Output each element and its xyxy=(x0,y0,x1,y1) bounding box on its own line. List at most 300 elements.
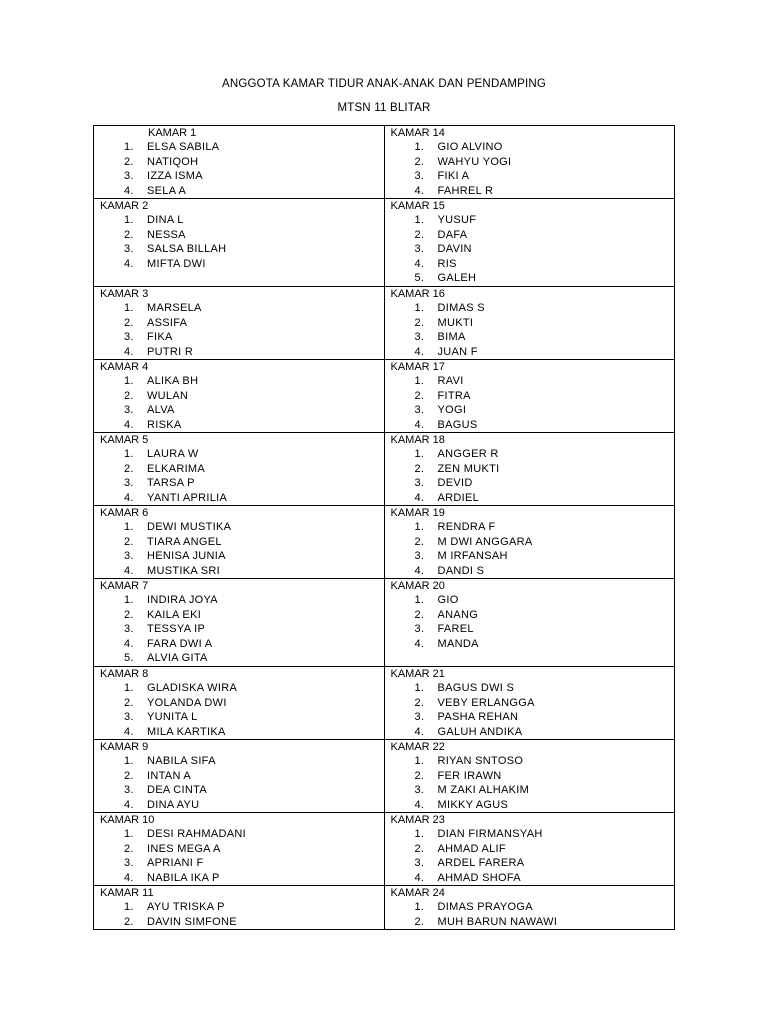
room-cell xyxy=(384,433,675,506)
list-number: 4. xyxy=(124,257,134,270)
room-cell xyxy=(384,579,675,667)
room-cell xyxy=(94,433,385,506)
member-list xyxy=(385,827,675,885)
member-name: DEA CINTA xyxy=(147,784,207,796)
list-item xyxy=(94,213,384,228)
room-name: KAMAR 5 xyxy=(100,434,149,446)
member-name: SALSA BILLAH xyxy=(147,243,227,255)
list-number: 4. xyxy=(124,418,134,431)
member-name: DANDI S xyxy=(437,564,485,577)
member-name: YUNITA L xyxy=(147,711,198,723)
list-item xyxy=(94,403,384,418)
list-item xyxy=(94,915,384,930)
room-cell xyxy=(94,506,385,579)
member-name: GALUH ANDIKA xyxy=(437,725,523,738)
list-number: 1. xyxy=(414,828,425,840)
list-number: 2. xyxy=(414,842,425,855)
member-name: ANGGER R xyxy=(437,448,499,460)
member-name: INDIRA JOYA xyxy=(147,594,218,606)
member-name: VEBY ERLANGGA xyxy=(437,696,535,709)
member-name: TIARA ANGEL xyxy=(147,535,222,548)
member-name: MIKKY AGUS xyxy=(437,798,509,811)
member-name: BAGUS xyxy=(437,418,478,431)
member-name: DIMAS PRAYOGA xyxy=(437,901,533,913)
room-cell xyxy=(384,126,675,199)
list-number: 4. xyxy=(124,637,134,650)
member-name: ALIKA BH xyxy=(147,375,199,387)
list-number: 1. xyxy=(414,594,425,606)
room-name: KAMAR 23 xyxy=(390,814,445,826)
list-number: 2. xyxy=(124,316,134,329)
list-item xyxy=(94,389,384,404)
member-name: YUSUF xyxy=(437,214,477,226)
member-name: MANDA xyxy=(437,637,479,650)
room-name: KAMAR 6 xyxy=(100,507,149,519)
member-name: NATIQOH xyxy=(147,155,199,168)
list-item xyxy=(94,520,384,535)
room-cell xyxy=(384,287,675,360)
member-name: BIMA xyxy=(437,331,466,343)
list-item xyxy=(385,403,675,418)
list-number: 2. xyxy=(124,915,134,928)
member-name: M ZAKI ALHAKIM xyxy=(437,784,530,796)
list-number: 2. xyxy=(414,389,425,402)
list-number: 1. xyxy=(124,375,134,387)
member-name: WULAN xyxy=(147,389,189,402)
member-name: GLADISKA WIRA xyxy=(147,682,238,694)
list-item xyxy=(385,549,675,564)
list-number: 2. xyxy=(414,316,425,329)
list-item xyxy=(94,769,384,784)
list-number: 2. xyxy=(124,608,134,621)
member-list xyxy=(94,593,384,666)
list-number: 1. xyxy=(414,448,425,460)
list-item xyxy=(385,608,675,623)
member-name: ZEN MUKTI xyxy=(437,462,500,475)
list-number: 1. xyxy=(414,901,425,913)
list-item xyxy=(94,242,384,257)
list-number: 1. xyxy=(124,901,134,913)
list-number: 1. xyxy=(124,141,134,153)
list-item xyxy=(94,593,384,608)
room-cell xyxy=(94,287,385,360)
member-name: HENISA JUNIA xyxy=(147,550,226,562)
list-item xyxy=(385,169,675,184)
room-name: KAMAR 21 xyxy=(390,668,445,680)
member-list xyxy=(385,520,675,578)
room-name: KAMAR 22 xyxy=(390,741,445,753)
list-number: 2. xyxy=(414,696,425,709)
member-name: ALVA xyxy=(147,404,175,416)
room-cell xyxy=(94,360,385,433)
member-name: ASSIFA xyxy=(147,316,188,329)
list-item xyxy=(385,418,675,433)
list-number: 1. xyxy=(414,755,425,767)
room-table xyxy=(93,125,675,930)
member-list xyxy=(94,520,384,578)
member-name: NABILA IKA P xyxy=(147,871,220,884)
member-name: DIMAS S xyxy=(437,302,485,314)
list-item xyxy=(385,827,675,842)
list-number: 1. xyxy=(124,682,134,694)
list-item xyxy=(94,301,384,316)
list-number: 2. xyxy=(124,155,134,168)
list-number: 1. xyxy=(124,448,134,460)
list-item xyxy=(94,842,384,857)
member-list xyxy=(94,301,384,359)
member-name: YANTI APRILIA xyxy=(147,491,228,504)
member-list xyxy=(94,827,384,885)
room-cell xyxy=(384,886,675,930)
list-number: 4. xyxy=(414,184,425,197)
room-name: KAMAR 9 xyxy=(100,741,149,753)
member-name: DIAN FIRMANSYAH xyxy=(437,828,543,840)
list-number: 4. xyxy=(414,637,425,650)
list-item xyxy=(94,476,384,491)
list-number: 3. xyxy=(124,243,134,255)
room-name: KAMAR 18 xyxy=(390,434,445,446)
member-name: RAVI xyxy=(437,375,464,387)
list-item xyxy=(94,754,384,769)
list-item xyxy=(385,754,675,769)
room-name: KAMAR 17 xyxy=(390,361,445,373)
member-list xyxy=(385,754,675,812)
list-number: 3. xyxy=(414,404,425,416)
member-name: GIO ALVINO xyxy=(437,141,503,153)
list-number: 2. xyxy=(414,915,425,928)
list-number: 1. xyxy=(124,521,134,533)
list-item xyxy=(385,681,675,696)
member-name: MUSTIKA SRI xyxy=(147,564,220,577)
list-number: 1. xyxy=(414,682,425,694)
list-number: 4. xyxy=(124,345,134,358)
member-name: MIFTA DWI xyxy=(147,257,206,270)
list-item xyxy=(94,637,384,652)
list-number: 4. xyxy=(414,491,425,504)
list-number: 3. xyxy=(124,623,134,635)
table-row xyxy=(94,287,675,360)
list-item xyxy=(385,213,675,228)
list-number: 4. xyxy=(414,798,425,811)
list-item xyxy=(94,622,384,637)
list-number: 3. xyxy=(124,857,134,869)
member-name: ELSA SABILA xyxy=(147,141,220,153)
member-name: AHMAD SHOFA xyxy=(437,871,521,884)
list-item xyxy=(94,564,384,579)
member-name: TARSA P xyxy=(147,477,195,489)
member-name: MUH BARUN NAWAWI xyxy=(437,915,558,928)
member-name: BAGUS DWI S xyxy=(437,682,515,694)
member-name: JUAN F xyxy=(437,345,478,358)
list-number: 3. xyxy=(414,331,425,343)
member-list xyxy=(94,213,384,271)
list-item xyxy=(385,476,675,491)
member-name: DINA L xyxy=(147,214,184,226)
list-number: 3. xyxy=(414,711,425,723)
member-name: FIKA xyxy=(147,331,173,343)
list-item xyxy=(385,593,675,608)
member-name: RIYAN SNTOSO xyxy=(437,755,524,767)
list-item xyxy=(385,769,675,784)
list-item xyxy=(94,316,384,331)
member-name: FITRA xyxy=(437,389,471,402)
room-name: KAMAR 10 xyxy=(100,814,155,826)
list-number: 4. xyxy=(124,564,134,577)
list-item xyxy=(94,447,384,462)
member-list xyxy=(94,681,384,739)
room-cell xyxy=(94,740,385,813)
list-number: 3. xyxy=(124,170,134,182)
list-item xyxy=(385,301,675,316)
list-number: 4. xyxy=(124,725,134,738)
list-item xyxy=(94,169,384,184)
list-number: 4. xyxy=(414,871,425,884)
list-number: 1. xyxy=(414,521,425,533)
member-name: FARA DWI A xyxy=(147,637,213,650)
member-name: M DWI ANGGARA xyxy=(437,535,533,548)
member-name: ELKARIMA xyxy=(147,462,206,475)
room-cell xyxy=(384,740,675,813)
room-table-body xyxy=(94,126,675,930)
list-number: 3. xyxy=(414,243,425,255)
list-number: 2. xyxy=(124,535,134,548)
member-name: FER IRAWN xyxy=(437,769,502,782)
table-row xyxy=(94,740,675,813)
list-item xyxy=(385,330,675,345)
list-number: 4. xyxy=(414,257,425,270)
list-item xyxy=(385,184,675,199)
member-list xyxy=(94,900,384,929)
member-name: IZZA ISMA xyxy=(147,170,203,182)
member-name: YOLANDA DWI xyxy=(147,696,227,709)
room-cell xyxy=(94,813,385,886)
member-name: KAILA EKI xyxy=(147,608,202,621)
member-name: FAHREL R xyxy=(437,184,494,197)
member-name: APRIANI F xyxy=(147,857,204,869)
list-number: 4. xyxy=(124,871,134,884)
list-item xyxy=(385,783,675,798)
table-row xyxy=(94,126,675,199)
room-cell xyxy=(94,886,385,930)
list-number: 2. xyxy=(414,462,425,475)
room-cell xyxy=(384,360,675,433)
list-item xyxy=(94,549,384,564)
list-number: 1. xyxy=(414,302,425,314)
list-item xyxy=(385,155,675,170)
list-number: 3. xyxy=(414,623,425,635)
list-item xyxy=(94,783,384,798)
member-name: TESSYA IP xyxy=(147,623,206,635)
member-list xyxy=(385,140,675,198)
list-item xyxy=(385,257,675,272)
room-name: KAMAR 4 xyxy=(100,361,149,373)
room-name: KAMAR 8 xyxy=(100,668,149,680)
list-number: 4. xyxy=(414,725,425,738)
member-name: DEVID xyxy=(437,477,473,489)
member-name: ARDEL FARERA xyxy=(437,857,525,869)
member-name: SELA A xyxy=(147,184,187,197)
list-number: 4. xyxy=(414,345,425,358)
member-name: MUKTI xyxy=(437,316,474,329)
member-name: ANANG xyxy=(437,608,479,621)
document-subtitle: MTSN 11 BLITAR xyxy=(337,102,431,114)
list-number: 3. xyxy=(124,331,134,343)
member-name: FIKI A xyxy=(437,170,470,182)
list-item xyxy=(94,257,384,272)
list-item xyxy=(94,155,384,170)
room-name: KAMAR 1 xyxy=(148,127,197,139)
list-number: 1. xyxy=(124,755,134,767)
member-list xyxy=(385,447,675,505)
member-name: RISKA xyxy=(147,418,182,431)
member-name: NABILA SIFA xyxy=(147,755,216,767)
table-row xyxy=(94,199,675,287)
list-item xyxy=(385,564,675,579)
list-number: 2. xyxy=(414,228,425,241)
member-name: NESSA xyxy=(147,228,186,241)
member-list xyxy=(385,593,675,651)
list-number: 3. xyxy=(124,477,134,489)
room-cell xyxy=(94,199,385,287)
list-number: 2. xyxy=(124,228,134,241)
list-item xyxy=(385,856,675,871)
member-name: DESI RAHMADANI xyxy=(147,828,246,840)
list-item xyxy=(94,681,384,696)
list-item xyxy=(385,725,675,740)
list-item xyxy=(94,900,384,915)
list-number: 3. xyxy=(414,170,425,182)
member-name: DAVIN xyxy=(437,243,472,255)
list-item xyxy=(385,491,675,506)
table-row xyxy=(94,886,675,930)
list-number: 2. xyxy=(124,769,134,782)
list-item xyxy=(385,228,675,243)
list-item xyxy=(94,608,384,623)
list-number: 2. xyxy=(414,535,425,548)
room-cell xyxy=(384,199,675,287)
list-item xyxy=(385,316,675,331)
member-name: RENDRA F xyxy=(437,521,496,533)
list-number: 3. xyxy=(124,711,134,723)
member-name: DEWI MUSTIKA xyxy=(147,521,232,533)
member-name: FAREL xyxy=(437,623,474,635)
table-row xyxy=(94,579,675,667)
member-list xyxy=(94,374,384,432)
list-item xyxy=(385,710,675,725)
list-item xyxy=(385,462,675,477)
list-item xyxy=(385,798,675,813)
member-name: RIS xyxy=(437,257,457,270)
room-name: KAMAR 2 xyxy=(100,200,149,212)
list-item xyxy=(94,710,384,725)
member-name: ARDIEL xyxy=(437,491,480,504)
list-number: 1. xyxy=(414,214,425,226)
room-name: KAMAR 14 xyxy=(390,127,445,139)
member-name: DINA AYU xyxy=(147,798,200,811)
table-row xyxy=(94,506,675,579)
table-row xyxy=(94,667,675,740)
member-name: YOGI xyxy=(437,404,467,416)
list-item xyxy=(94,418,384,433)
member-name: GALEH xyxy=(437,272,477,284)
room-name: KAMAR 19 xyxy=(390,507,445,519)
list-number: 1. xyxy=(124,302,134,314)
list-number: 3. xyxy=(414,857,425,869)
list-item xyxy=(94,140,384,155)
member-name: GIO xyxy=(437,594,459,606)
member-name: MARSELA xyxy=(147,302,202,314)
table-row xyxy=(94,433,675,506)
list-item xyxy=(385,389,675,404)
room-cell xyxy=(94,579,385,667)
list-item xyxy=(94,827,384,842)
member-list xyxy=(385,681,675,739)
member-name: WAHYU YOGI xyxy=(437,155,512,168)
list-number: 3. xyxy=(124,784,134,796)
list-number: 2. xyxy=(124,696,134,709)
room-name: KAMAR 24 xyxy=(390,887,445,899)
list-item xyxy=(385,915,675,930)
list-item xyxy=(385,535,675,550)
list-item xyxy=(94,871,384,886)
list-item xyxy=(94,725,384,740)
room-name: KAMAR 16 xyxy=(390,288,445,300)
room-cell xyxy=(94,667,385,740)
room-name: KAMAR 3 xyxy=(100,288,149,300)
list-item xyxy=(94,228,384,243)
list-item xyxy=(385,637,675,652)
list-number: 1. xyxy=(124,214,134,226)
member-name: INES MEGA A xyxy=(147,842,221,855)
list-item xyxy=(385,271,675,286)
member-name: AHMAD ALIF xyxy=(437,842,506,855)
list-item xyxy=(385,447,675,462)
member-name: DAVIN SIMFONE xyxy=(147,915,237,928)
room-cell xyxy=(94,126,385,199)
list-item xyxy=(385,622,675,637)
member-list xyxy=(385,213,675,286)
list-item xyxy=(94,798,384,813)
list-item xyxy=(385,345,675,360)
room-name: KAMAR 11 xyxy=(100,887,154,899)
document-title: ANGGOTA KAMAR TIDUR ANAK-ANAK DAN PENDAMPING xyxy=(221,78,547,90)
member-name: PUTRI R xyxy=(147,345,194,358)
list-item xyxy=(94,651,384,666)
list-number: 3. xyxy=(414,550,425,562)
list-number: 2. xyxy=(414,155,425,168)
list-number: 3. xyxy=(124,550,134,562)
list-number: 1. xyxy=(414,375,425,387)
member-list xyxy=(385,900,675,929)
member-name: DAFA xyxy=(437,228,468,241)
member-name: INTAN A xyxy=(147,769,192,782)
list-item xyxy=(385,140,675,155)
list-item xyxy=(94,856,384,871)
list-number: 2. xyxy=(124,842,134,855)
table-row xyxy=(94,360,675,433)
list-number: 3. xyxy=(124,404,134,416)
list-item xyxy=(94,462,384,477)
room-name: KAMAR 7 xyxy=(100,580,149,592)
list-number: 3. xyxy=(414,784,425,796)
list-number: 2. xyxy=(414,608,425,621)
list-number: 2. xyxy=(124,462,134,475)
member-name: MILA KARTIKA xyxy=(147,725,226,738)
member-name: AYU TRISKA P xyxy=(147,901,225,913)
list-number: 4. xyxy=(124,798,134,811)
room-cell xyxy=(384,667,675,740)
list-number: 3. xyxy=(414,477,425,489)
